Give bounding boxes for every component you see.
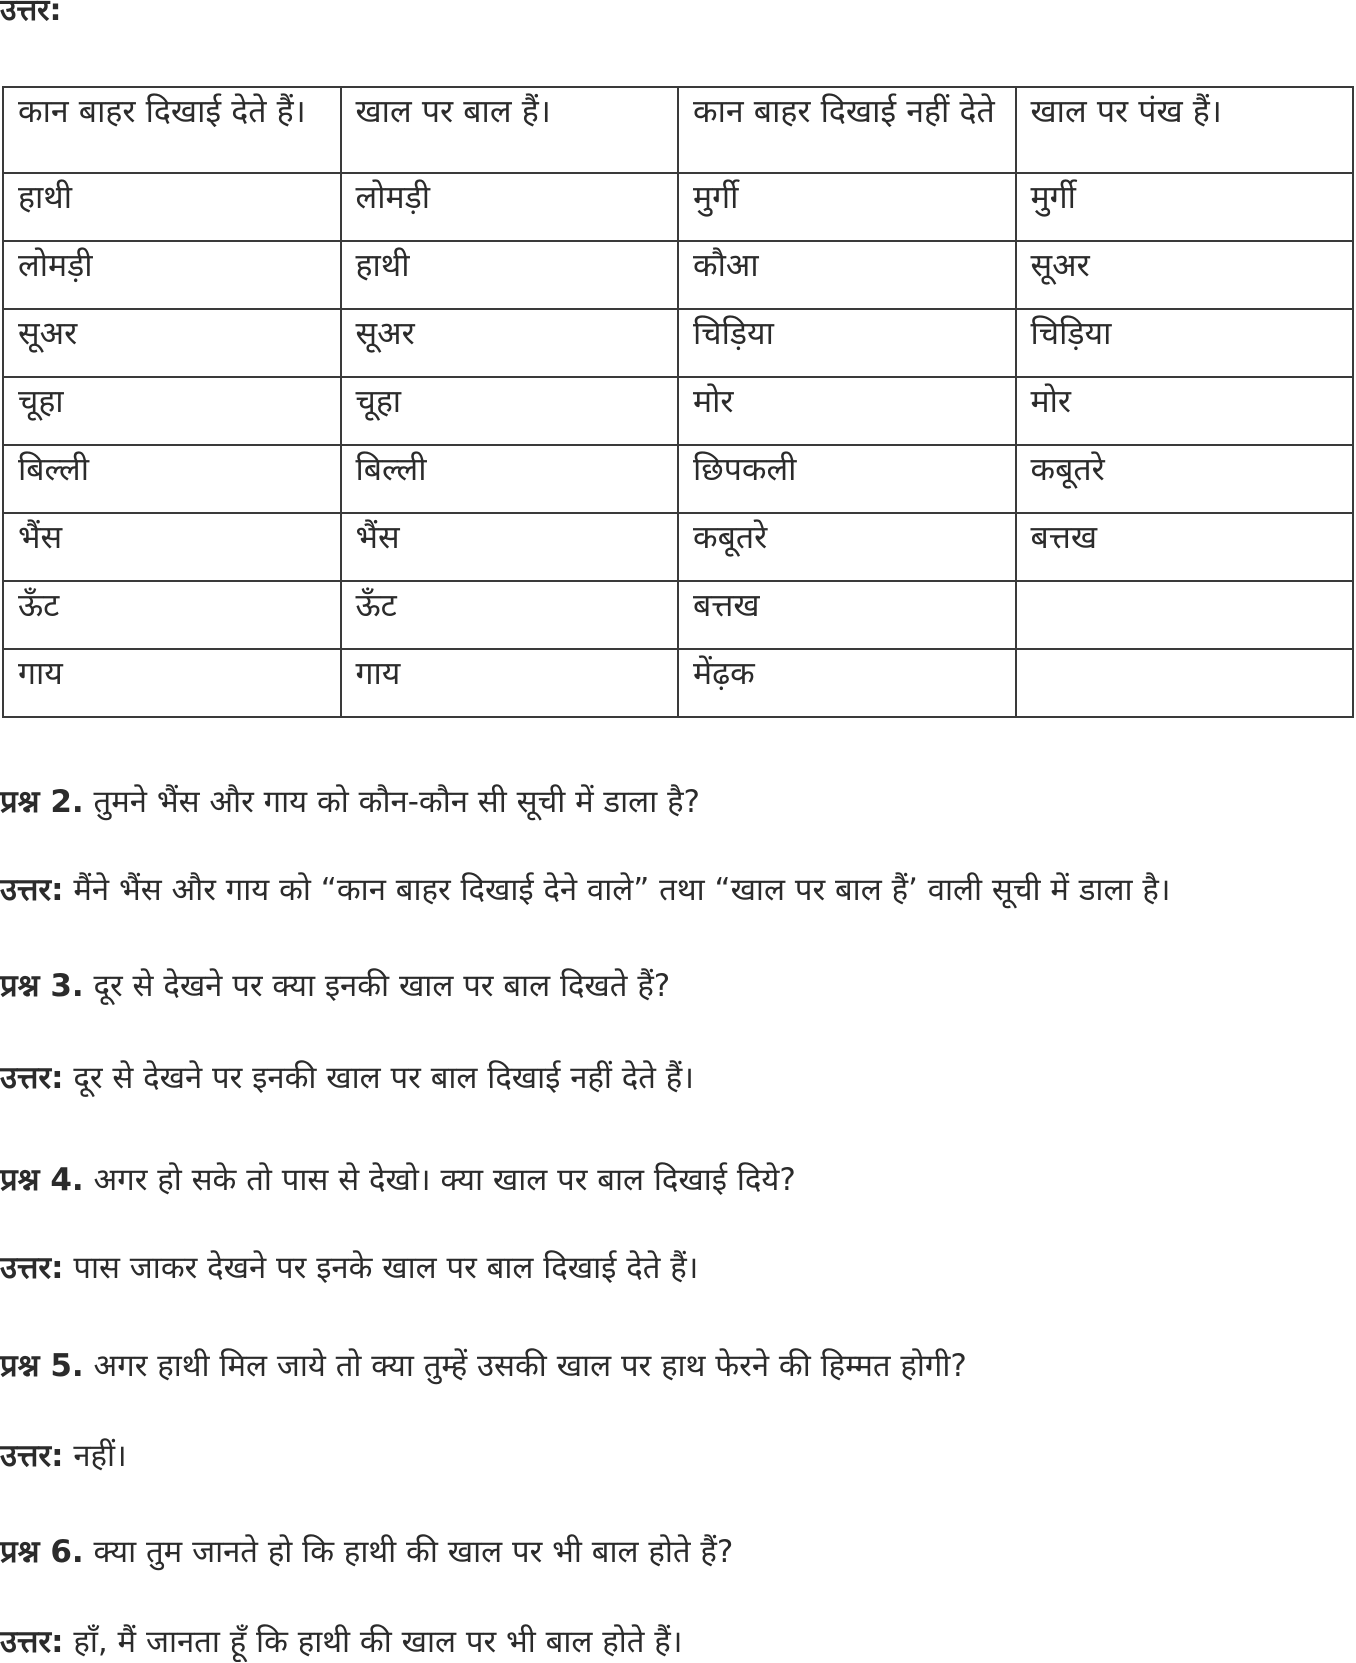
answer-4 xyxy=(0,1248,1356,1288)
answer-text: हाँ, मैं जानता हूँ कि हाथी की खाल पर भी बाल होते हैं। xyxy=(63,1624,683,1660)
table-row xyxy=(3,445,1353,513)
table-cell: मोर xyxy=(678,377,1016,445)
table-header-cell: खाल पर बाल हैं। xyxy=(341,87,679,173)
table-cell: बिल्ली xyxy=(341,445,679,513)
table-cell: भैंस xyxy=(3,513,341,581)
question-label: प्रश्न 3. xyxy=(0,968,84,1004)
question-text: अगर हो सके तो पास से देखो। क्या खाल पर बाल दिखाई दिये? xyxy=(83,1162,796,1198)
table-cell: बत्तख xyxy=(678,581,1016,649)
table-cell: ऊँट xyxy=(341,581,679,649)
question-3 xyxy=(0,966,1356,1006)
answer-label: उत्तर: xyxy=(0,1060,64,1096)
answer-3 xyxy=(0,1058,1356,1098)
question-label: प्रश्न 5. xyxy=(0,1348,84,1384)
table-row xyxy=(3,241,1353,309)
table-cell: मेंढ़क xyxy=(678,649,1016,717)
table-cell: बत्तख xyxy=(1016,513,1354,581)
question-label: प्रश्न 4. xyxy=(0,1162,84,1198)
table-cell: सूअर xyxy=(1016,241,1354,309)
answer-label: उत्तर: xyxy=(0,1624,64,1660)
table-cell xyxy=(1016,649,1354,717)
table-cell: भैंस xyxy=(341,513,679,581)
table-header-cell: कान बाहर दिखाई नहीं देते xyxy=(678,87,1016,173)
answer-5 xyxy=(0,1436,1356,1476)
table-cell: मोर xyxy=(1016,377,1354,445)
table-cell: हाथी xyxy=(3,173,341,241)
question-4 xyxy=(0,1160,1356,1200)
table-header-row xyxy=(3,87,1353,173)
table-cell: चिड़िया xyxy=(1016,309,1354,377)
answer-label-top: उत्तर: xyxy=(0,0,62,28)
table-cell: चूहा xyxy=(3,377,341,445)
answer-2 xyxy=(0,870,1356,910)
question-text: अगर हाथी मिल जाये तो क्या तुम्हें उसकी खाल पर हाथ फेरने की हिम्मत होगी? xyxy=(83,1348,967,1384)
table-header-cell: कान बाहर दिखाई देते हैं। xyxy=(3,87,341,173)
table-cell: कबूतरे xyxy=(1016,445,1354,513)
table-cell: ऊँट xyxy=(3,581,341,649)
table-cell: मुर्गी xyxy=(1016,173,1354,241)
table-cell: गाय xyxy=(341,649,679,717)
question-label: प्रश्न 6. xyxy=(0,1534,84,1570)
question-text: तुमने भैंस और गाय को कौन-कौन सी सूची में डाला है? xyxy=(83,784,700,820)
answer-text: मैंने भैंस और गाय को “कान बाहर दिखाई देने वाले” तथा “खाल पर बाल हैं’ वाली सूची में डाला है। xyxy=(63,872,1171,908)
answer-label: उत्तर: xyxy=(0,872,64,908)
answer-text: नहीं। xyxy=(63,1438,127,1474)
table-header-cell: खाल पर पंख हैं। xyxy=(1016,87,1354,173)
answer-text: पास जाकर देखने पर इनके खाल पर बाल दिखाई देते हैं। xyxy=(63,1250,699,1286)
table-cell: हाथी xyxy=(341,241,679,309)
table-cell: सूअर xyxy=(341,309,679,377)
question-text: दूर से देखने पर क्या इनकी खाल पर बाल दिखते हैं? xyxy=(83,968,671,1004)
question-5 xyxy=(0,1346,1356,1386)
table-cell xyxy=(1016,581,1354,649)
table-cell: कबूतरे xyxy=(678,513,1016,581)
answer-text: दूर से देखने पर इनकी खाल पर बाल दिखाई नहीं देते हैं। xyxy=(63,1060,694,1096)
table-cell: कौआ xyxy=(678,241,1016,309)
table-cell: लोमड़ी xyxy=(3,241,341,309)
table-cell: गाय xyxy=(3,649,341,717)
answer-label: उत्तर: xyxy=(0,1250,64,1286)
table-cell: मुर्गी xyxy=(678,173,1016,241)
answer-label: उत्तर: xyxy=(0,1438,64,1474)
table-cell: बिल्ली xyxy=(3,445,341,513)
table-row xyxy=(3,649,1353,717)
table-cell: चूहा xyxy=(341,377,679,445)
answer-6 xyxy=(0,1622,1356,1662)
table-row xyxy=(3,513,1353,581)
table-row xyxy=(3,377,1353,445)
table-cell: चिड़िया xyxy=(678,309,1016,377)
table-cell: छिपकली xyxy=(678,445,1016,513)
question-label: प्रश्न 2. xyxy=(0,784,84,820)
table-row xyxy=(3,581,1353,649)
table-row xyxy=(3,173,1353,241)
question-6 xyxy=(0,1532,1356,1572)
table-cell: सूअर xyxy=(3,309,341,377)
table-cell: लोमड़ी xyxy=(341,173,679,241)
question-text: क्या तुम जानते हो कि हाथी की खाल पर भी बाल होते हैं? xyxy=(83,1534,734,1570)
animal-classification-table xyxy=(2,86,1354,718)
table-row xyxy=(3,309,1353,377)
question-2 xyxy=(0,782,1356,822)
